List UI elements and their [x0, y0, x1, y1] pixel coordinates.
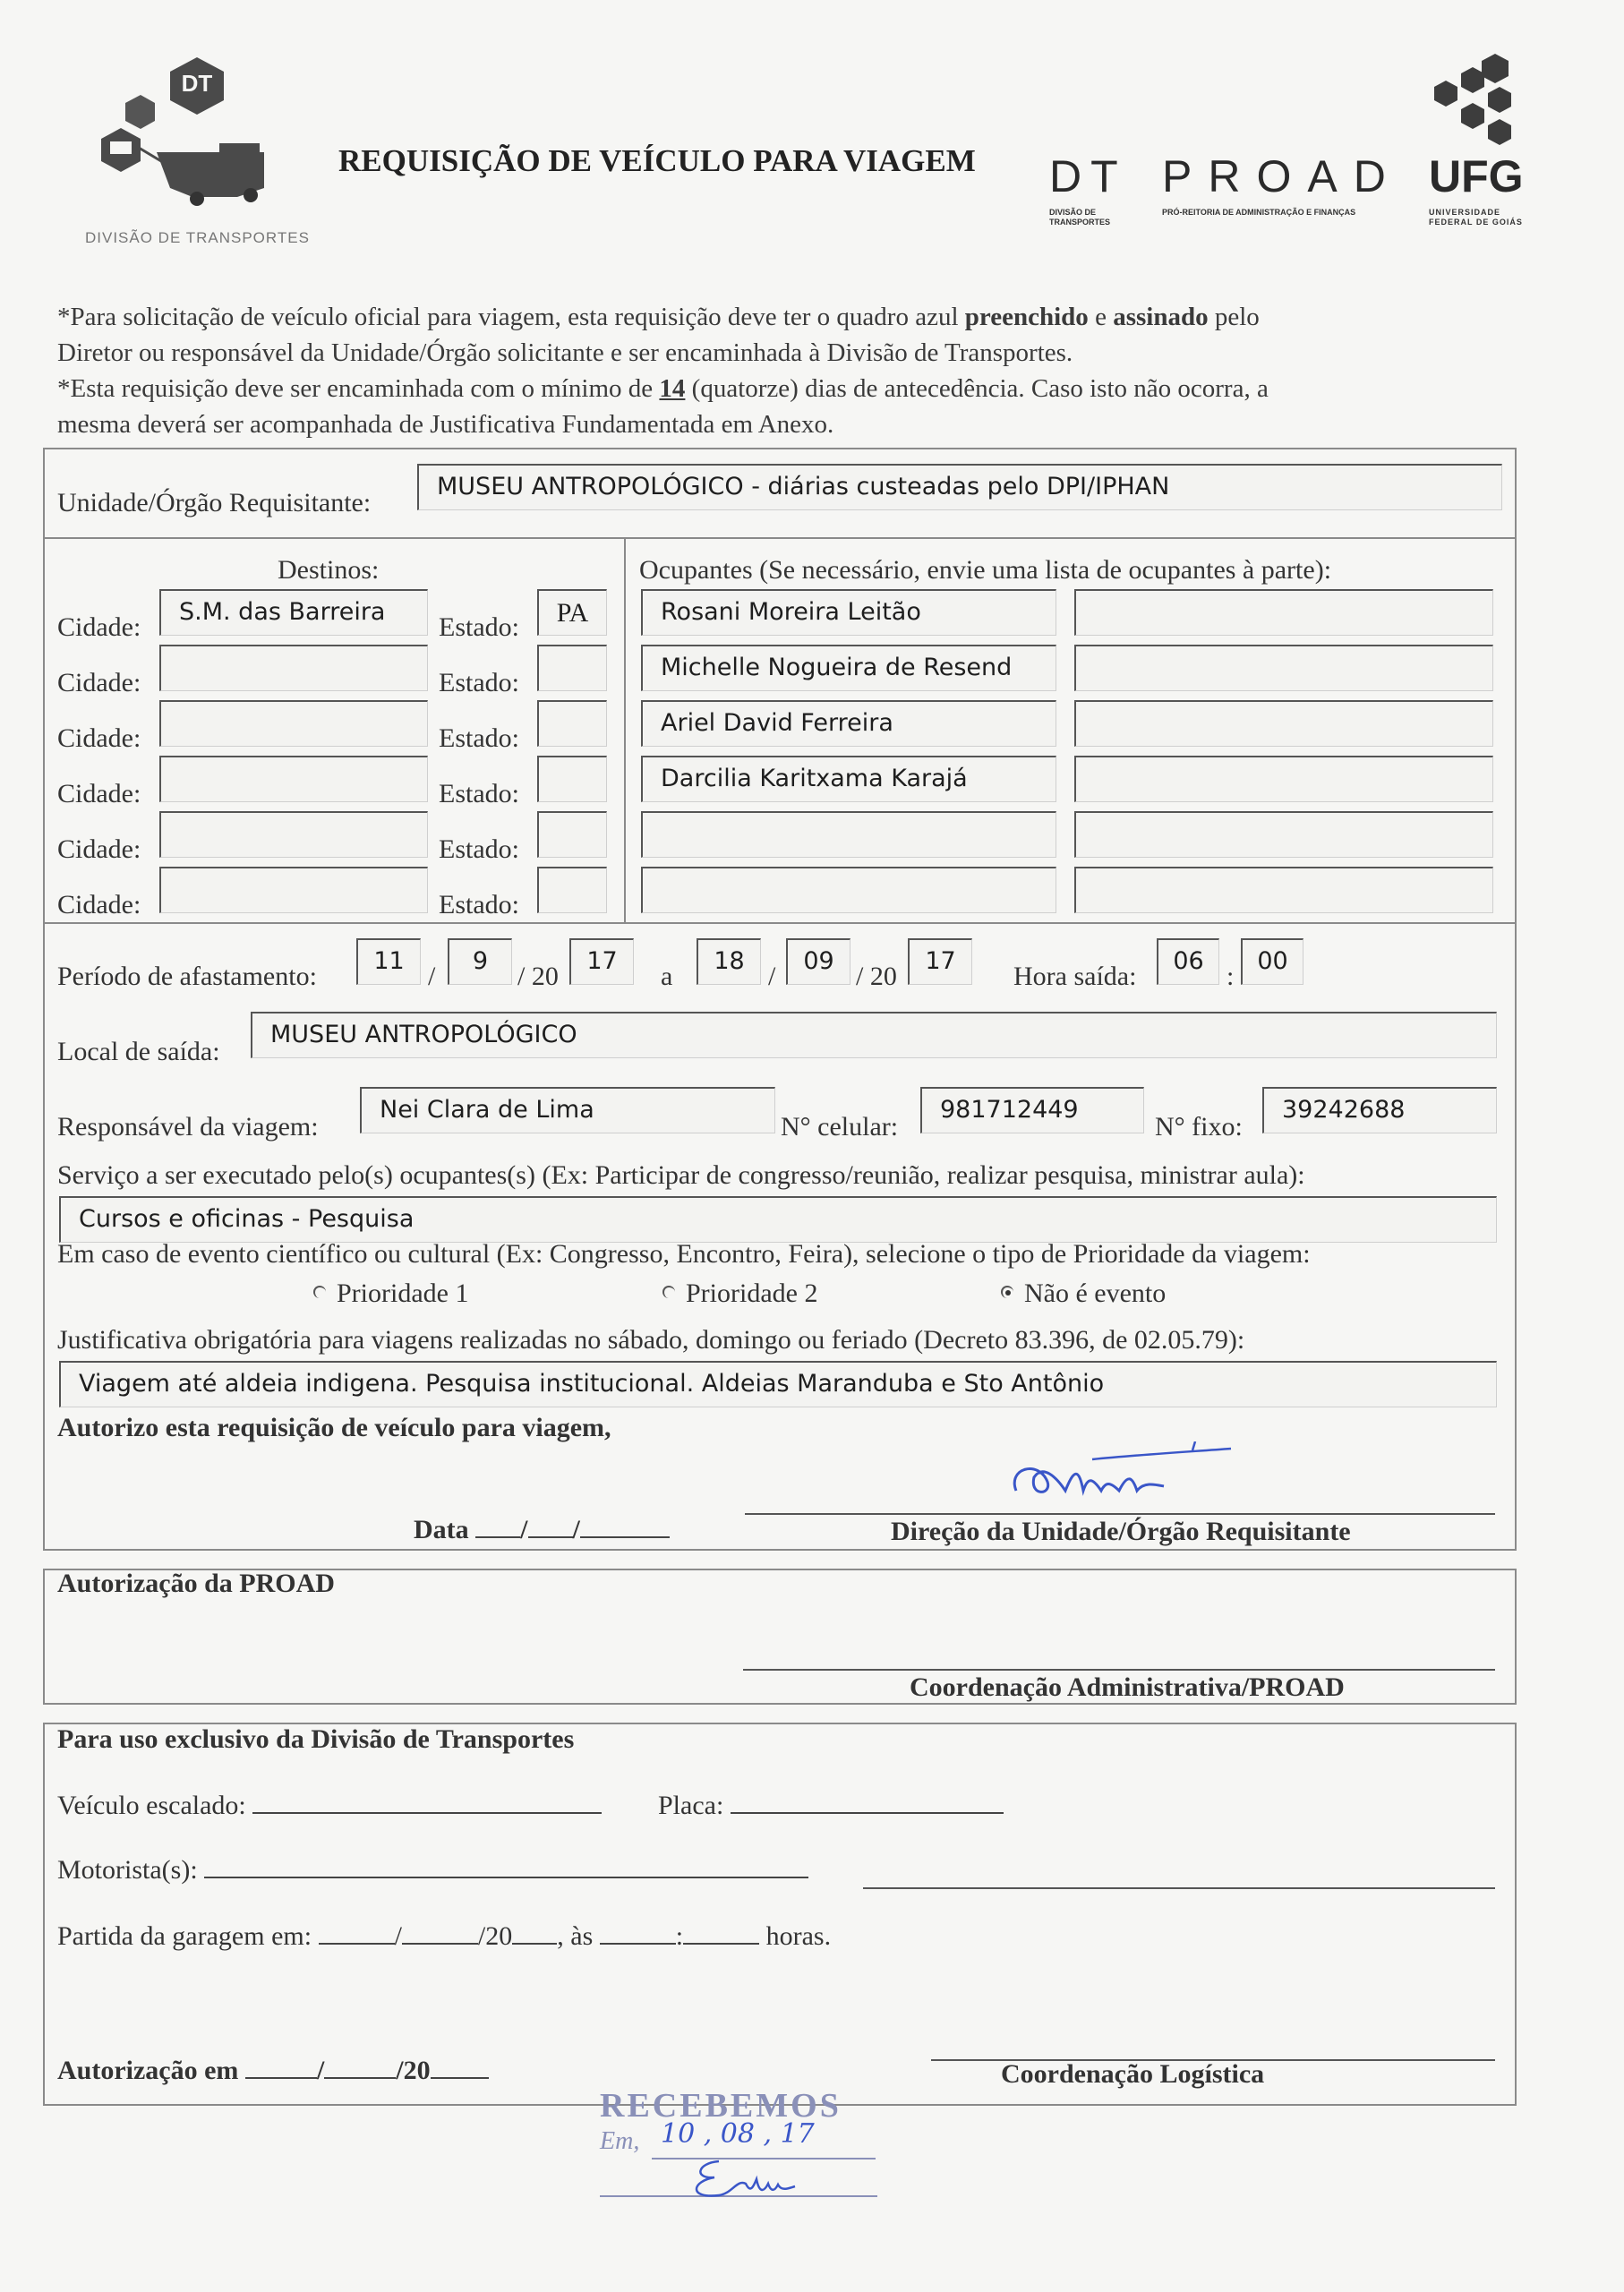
unidade-input[interactable]: MUSEU ANTROPOLÓGICO - diárias custeadas pelo DPI/IPHAN [417, 464, 1502, 510]
unidade-label: Unidade/Órgão Requisitante: [57, 488, 372, 517]
estado-label: Estado: [439, 890, 519, 919]
estado-label: Estado: [439, 779, 519, 808]
cidade-input-1[interactable]: S.M. das Barreira [159, 589, 428, 636]
cidade-label: Cidade: [57, 834, 141, 864]
autorizo-label: Autorizo esta requisição de veículo para viagem, [57, 1413, 611, 1442]
estado-input-2[interactable] [537, 645, 607, 691]
servico-label: Serviço a ser executado pelo(s) ocupantes(s) (Ex: Participar de congresso/reunião, realizar pesquisa, ministrar aula): [57, 1160, 1305, 1190]
stamp-em-label: Em, [600, 2127, 640, 2155]
radio-unchecked-icon[interactable] [662, 1286, 675, 1298]
ocupante-input-left-2[interactable]: Michelle Nogueira de Resend [641, 645, 1056, 691]
radio-unchecked-icon[interactable] [313, 1286, 326, 1298]
celular-input[interactable]: 981712449 [920, 1087, 1144, 1133]
motorista-row: Motorista(s): [57, 1855, 808, 1886]
autorizacao-em-row: Autorização em / /20 [57, 2056, 489, 2086]
estado-label: Estado: [439, 668, 519, 697]
page-title: REQUISIÇÃO DE VEÍCULO PARA VIAGEM [338, 143, 976, 178]
motorista-blank-2[interactable] [863, 1887, 1495, 1889]
ufg-hexagon-icon [1423, 49, 1522, 148]
estado-label: Estado: [439, 612, 519, 642]
ufg-logo-text: UFG [1429, 151, 1524, 201]
stamp-signature [683, 2152, 808, 2202]
fixo-label: N° fixo: [1155, 1112, 1243, 1142]
section-divider [624, 537, 626, 922]
ocupante-input-left-5[interactable] [641, 811, 1056, 858]
ocupante-input-right-3[interactable] [1074, 700, 1493, 747]
dt-logo-text: DT [1049, 151, 1127, 201]
ocupante-input-right-1[interactable] [1074, 589, 1493, 636]
estado-label: Estado: [439, 723, 519, 753]
cidade-label: Cidade: [57, 668, 141, 697]
cidade-input-5[interactable] [159, 811, 428, 858]
division-caption: DIVISÃO DE TRANSPORTES [85, 229, 310, 246]
century-prefix: / 20 [517, 962, 559, 991]
cidade-label: Cidade: [57, 890, 141, 919]
intro-line-3: *Esta requisição deve ser encaminhada com o mínimo de 14 (quatorze) dias de antecedência. Caso isto não ocorra, a [57, 374, 1269, 403]
start-year-input[interactable]: 17 [569, 938, 634, 985]
proad-sign-label: Coordenação Administrativa/PROAD [910, 1672, 1345, 1702]
intro-line-2: Diretor ou responsável da Unidade/Órgão solicitante e ser encaminhada à Divisão de Transportes. [57, 338, 1073, 367]
intro-line-4: mesma deverá ser acompanhada de Justificativa Fundamentada em Anexo. [57, 410, 834, 439]
motorista-blank-1[interactable] [204, 1855, 808, 1878]
section-divider [43, 537, 1517, 539]
proad-logo-text: PROAD [1162, 151, 1402, 201]
ocupante-input-right-5[interactable] [1074, 811, 1493, 858]
partida-row: Partida da garagem em: / /20 , às : horas. [57, 1921, 832, 1951]
prioridade-label: Em caso de evento científico ou cultural (Ex: Congresso, Encontro, Feira), selecione o tipo de Prioridade da viagem: [57, 1239, 1311, 1269]
cidade-input-6[interactable] [159, 867, 428, 913]
ocupante-input-right-6[interactable] [1074, 867, 1493, 913]
start-month-input[interactable]: 9 [448, 938, 512, 985]
century-prefix: / 20 [856, 962, 897, 991]
end-day-input[interactable]: 18 [697, 938, 761, 985]
local-saida-label: Local de saída: [57, 1037, 220, 1066]
ocupante-input-left-1[interactable]: Rosani Moreira Leitão [641, 589, 1056, 636]
periodo-label: Período de afastamento: [57, 962, 317, 991]
estado-input-4[interactable] [537, 756, 607, 802]
veiculo-row: Veículo escalado: [57, 1791, 602, 1821]
hora-hour-input[interactable]: 06 [1157, 938, 1219, 985]
start-day-input[interactable]: 11 [356, 938, 421, 985]
ocupante-input-left-3[interactable]: Ariel David Ferreira [641, 700, 1056, 747]
dt-transport-logo [85, 54, 291, 206]
estado-input-3[interactable] [537, 700, 607, 747]
ocupantes-heading: Ocupantes (Se necessário, envie uma lista de ocupantes à parte): [639, 555, 1332, 585]
prioridade-2-option[interactable]: Prioridade 2 [662, 1279, 817, 1309]
transportes-section [43, 1723, 1517, 2106]
servico-input[interactable]: Cursos e oficinas - Pesquisa [59, 1196, 1497, 1243]
fixo-input[interactable]: 39242688 [1262, 1087, 1497, 1133]
placa-blank[interactable] [731, 1791, 1004, 1814]
veiculo-blank[interactable] [252, 1791, 602, 1814]
stamp-date: 10 , 08 , 17 [661, 2118, 815, 2150]
proad-signature-line [743, 1669, 1495, 1671]
proad-title: Autorização da PROAD [57, 1569, 335, 1598]
time-colon: : [1227, 962, 1235, 991]
justificativa-input[interactable]: Viagem até aldeia indigena. Pesquisa institucional. Aldeias Maranduba e Sto Antônio [59, 1361, 1497, 1407]
proad-logo-subtitle: PRÓ-REITORIA DE ADMINISTRAÇÃO E FINANÇAS [1162, 208, 1356, 217]
cidade-input-2[interactable] [159, 645, 428, 691]
dt-badge-text: DT [181, 70, 213, 97]
nao-e-evento-option[interactable]: Não é evento [1001, 1279, 1166, 1309]
radio-checked-icon[interactable] [1001, 1286, 1013, 1298]
cidade-input-4[interactable] [159, 756, 428, 802]
estado-input-1[interactable]: PA [537, 589, 607, 636]
end-month-input[interactable]: 09 [786, 938, 850, 985]
destinos-heading: Destinos: [278, 555, 380, 585]
justificativa-label: Justificativa obrigatória para viagens realizadas no sábado, domingo ou feriado (Decreto 83.396, de 02.05.79): [57, 1325, 1245, 1355]
direcao-signature-line [745, 1513, 1495, 1515]
responsavel-label: Responsável da viagem: [57, 1112, 319, 1142]
ocupante-input-right-4[interactable] [1074, 756, 1493, 802]
hora-minute-input[interactable]: 00 [1241, 938, 1303, 985]
date-separator: / [768, 962, 776, 991]
date-separator: / [428, 962, 436, 991]
intro-line-1: *Para solicitação de veículo oficial para viagem, esta requisição deve ter o quadro azul preenchido e assinado pelo [57, 303, 1260, 331]
ocupante-input-right-2[interactable] [1074, 645, 1493, 691]
celular-label: N° celular: [781, 1112, 899, 1142]
cidade-input-3[interactable] [159, 700, 428, 747]
cidade-label: Cidade: [57, 723, 141, 753]
direcao-label: Direção da Unidade/Órgão Requisitante [891, 1517, 1351, 1546]
hora-saida-label: Hora saída: [1013, 962, 1137, 991]
estado-input-6[interactable] [537, 867, 607, 913]
data-label: Data / / [414, 1515, 670, 1545]
ufg-logo-subtitle: UNIVERSIDADE FEDERAL DE GOIÁS [1429, 208, 1523, 227]
cidade-label: Cidade: [57, 779, 141, 808]
cidade-label: Cidade: [57, 612, 141, 642]
section-divider [43, 922, 1517, 924]
received-stamp [598, 2086, 893, 2202]
estado-label: Estado: [439, 834, 519, 864]
logistica-label: Coordenação Logística [1001, 2059, 1265, 2089]
local-saida-input[interactable]: MUSEU ANTROPOLÓGICO [251, 1012, 1497, 1058]
ocupante-input-left-6[interactable] [641, 867, 1056, 913]
placa-row: Placa: [658, 1791, 1004, 1821]
ocupante-input-left-4[interactable]: Darcilia Karitxama Karajá [641, 756, 1056, 802]
estado-input-5[interactable] [537, 811, 607, 858]
stamp-title: RECEBEMOS [600, 2087, 842, 2125]
prioridade-1-option[interactable]: Prioridade 1 [313, 1279, 468, 1309]
direcao-signature [1003, 1441, 1235, 1513]
transportes-title: Para uso exclusivo da Divisão de Transportes [57, 1724, 575, 1754]
intro-text [57, 299, 1534, 442]
dt-logo-subtitle: DIVISÃO DE TRANSPORTES [1049, 208, 1111, 227]
responsavel-input[interactable]: Nei Clara de Lima [360, 1087, 775, 1133]
periodo-a: a [661, 962, 673, 991]
end-year-input[interactable]: 17 [908, 938, 972, 985]
